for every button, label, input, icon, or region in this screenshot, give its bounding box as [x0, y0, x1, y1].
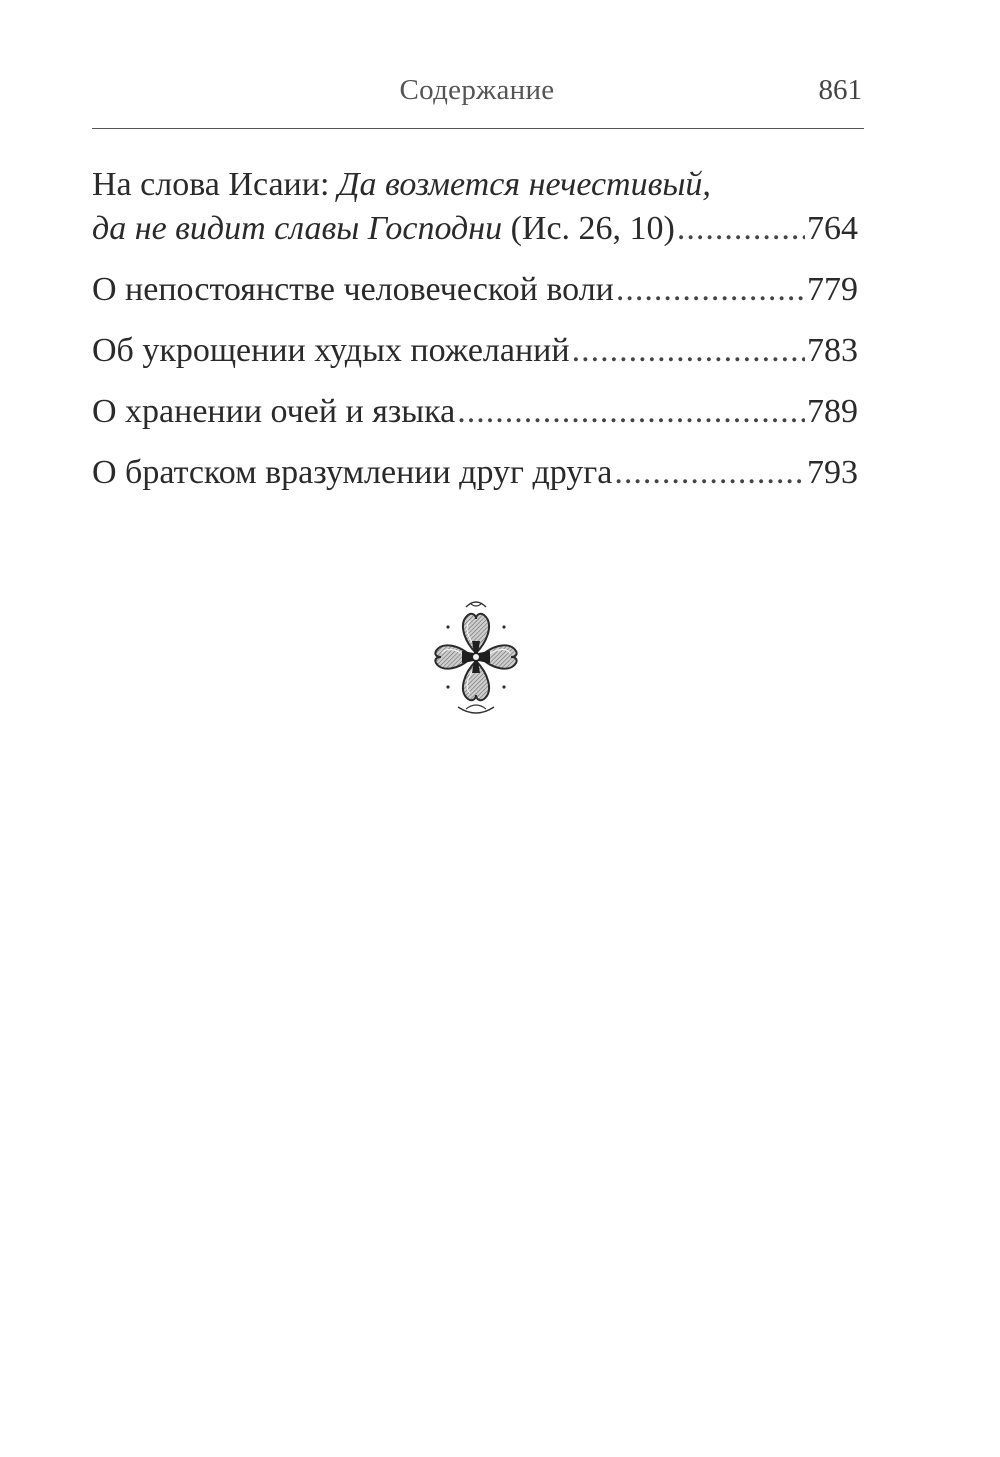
page-number: 861 — [818, 74, 862, 106]
toc-entry-title: Об укрощении худых пожеланий — [92, 332, 570, 369]
toc-entry-text — [92, 207, 675, 251]
toc-entry-reference: (Ис. 26, 10) — [502, 210, 675, 247]
quatrefoil-cross-ornament-icon — [428, 597, 524, 717]
toc-entry-quote-line-1: Да возмется нечестивый, — [337, 166, 711, 203]
toc-entry-brotherly-admonition[interactable] — [92, 451, 858, 495]
toc-entry-inconstancy[interactable] — [92, 268, 858, 312]
toc-entry-taming-desires[interactable] — [92, 329, 858, 373]
toc-entry-page: 783 — [807, 332, 858, 369]
header-rule — [92, 128, 864, 129]
toc-entry-line — [92, 390, 858, 434]
toc-entry-last-line — [92, 207, 858, 251]
running-title: Содержание — [399, 74, 555, 106]
toc-entry-line — [92, 329, 858, 373]
dot-leader — [614, 451, 805, 495]
toc-entry-guarding-eyes[interactable] — [92, 390, 858, 434]
toc-entry-isaiah[interactable] — [92, 163, 858, 251]
dot-leader — [457, 390, 805, 434]
toc-entry-page: 764 — [807, 210, 858, 247]
toc-entry-quote-line-2: да не видит славы Господни — [92, 210, 503, 247]
dot-leader — [677, 207, 805, 251]
toc-entry-title: О хранении очей и языка — [92, 393, 456, 430]
dot-leader — [616, 268, 805, 312]
toc-entry-title: О непостоянстве человеческой воли — [92, 271, 614, 308]
toc-entry-page: 789 — [807, 393, 858, 430]
running-head — [92, 74, 862, 118]
toc-entry-line — [92, 451, 858, 495]
dot-leader — [572, 329, 805, 373]
toc-entry-line — [92, 268, 858, 312]
toc-entry-prefix: На слова Исаии: — [92, 166, 338, 203]
toc-entry-title: О братском вразумлении друг друга — [92, 454, 613, 491]
toc-entry-page: 779 — [807, 271, 858, 308]
toc-entry-page: 793 — [807, 454, 858, 491]
table-of-contents — [92, 163, 858, 512]
toc-entry-first-line — [92, 163, 858, 207]
